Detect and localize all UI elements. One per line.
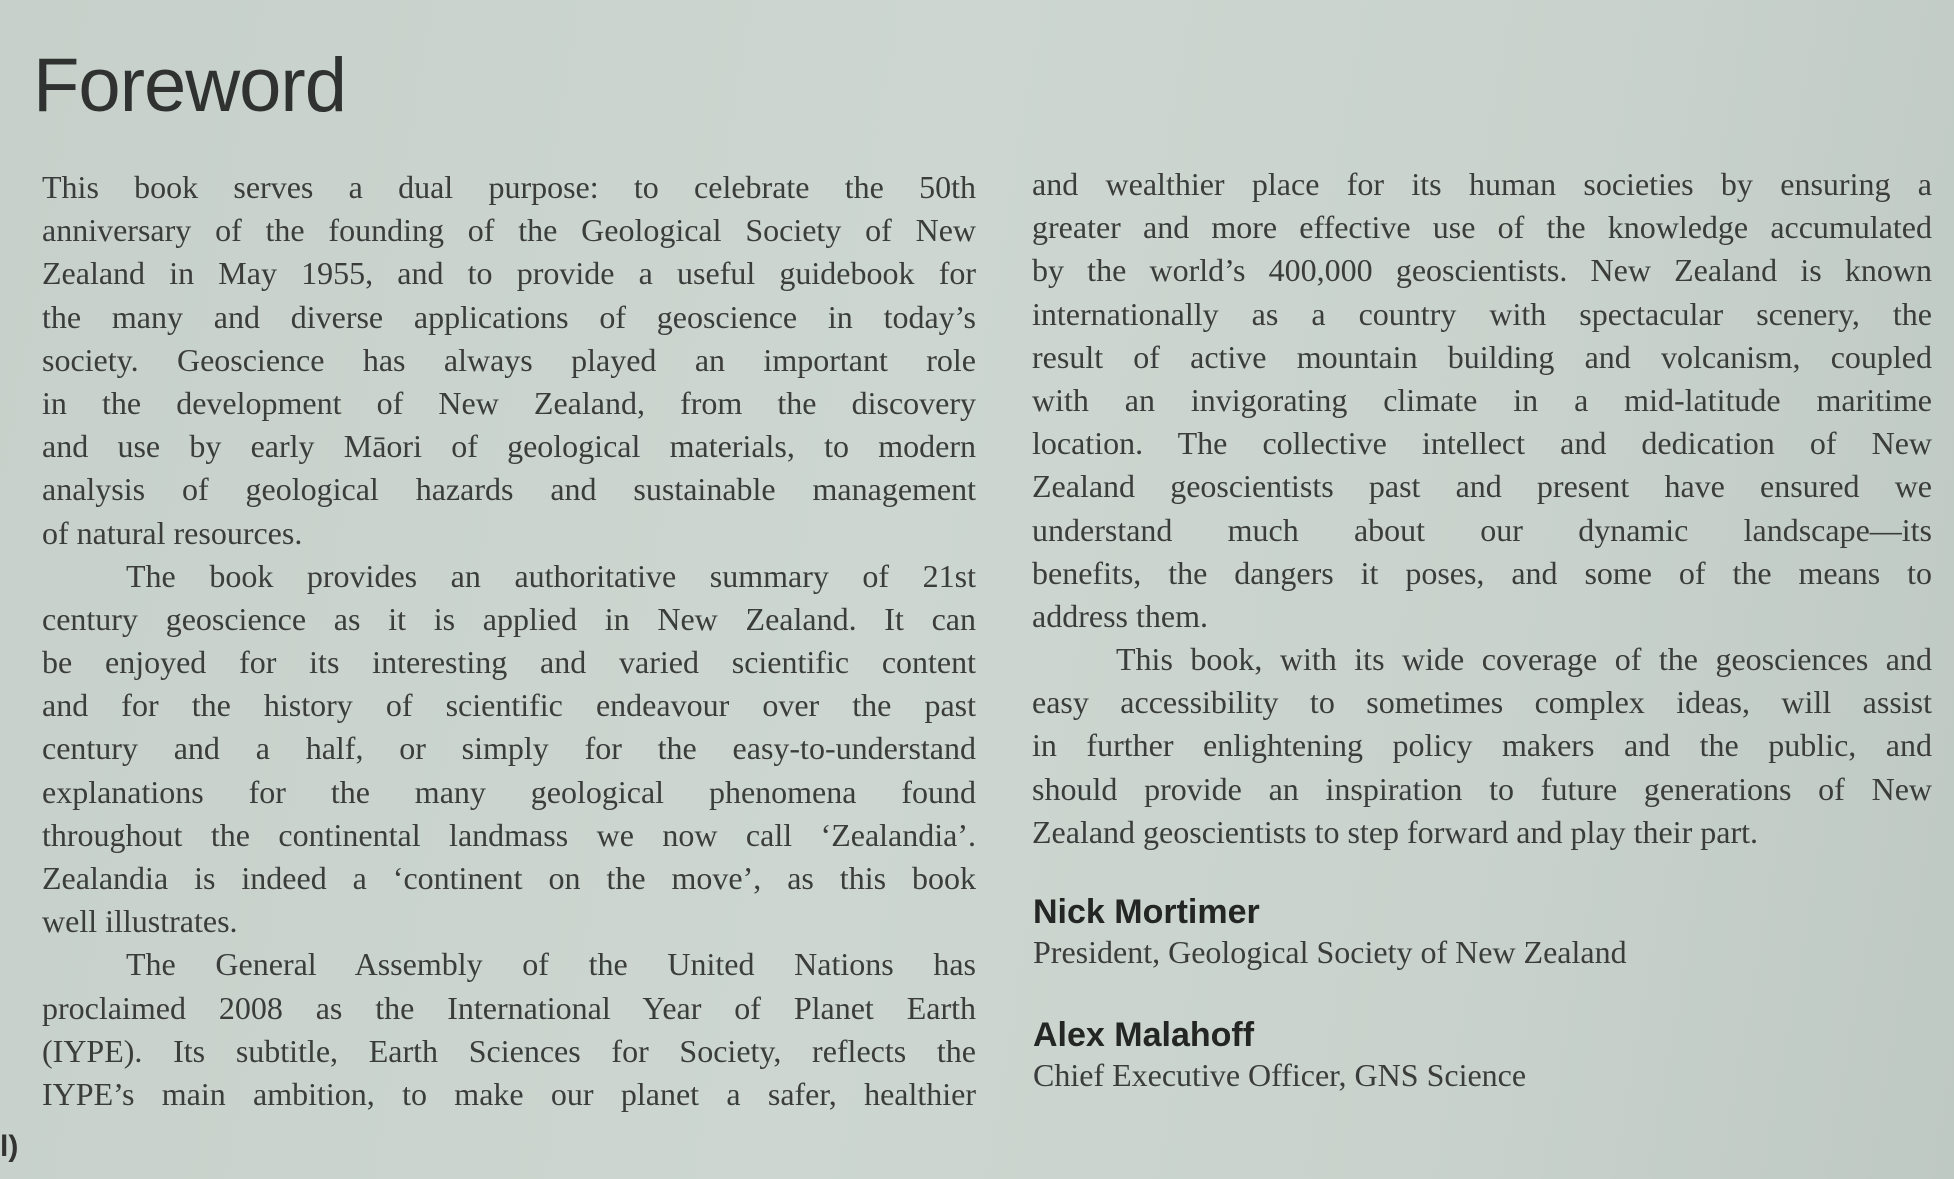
text-line: well illustrates. (42, 903, 238, 940)
text-line: analysis of geological hazards and sustainable management (42, 471, 976, 508)
text-line: greater and more effective use of the knowledge accumulated (1032, 209, 1932, 246)
signatory-1 (1033, 893, 1627, 971)
text-line: society. Geoscience has always played an important role (42, 341, 976, 378)
text-line: in the development of New Zealand, from the discovery (42, 384, 976, 421)
text-line: The General Assembly of the United Nations has (126, 946, 976, 983)
text-line: be enjoyed for its interesting and varied scientific content (42, 644, 976, 681)
text-line: the many and diverse applications of geoscience in today’s (42, 298, 976, 335)
text-line: (IYPE). Its subtitle, Earth Sciences for Society, reflects the (42, 1032, 976, 1069)
text-line: century and a half, or simply for the easy-to-understand (42, 730, 976, 767)
text-line: address them. (1032, 597, 1208, 634)
text-line: Zealandia is indeed a ‘continent on the move’, as this book (42, 860, 976, 896)
signatory-role: Chief Executive Officer, GNS Science (1033, 1057, 1527, 1093)
text-line: internationally as a country with spectacular scenery, the (1032, 295, 1932, 332)
text-line: Zealand in May 1955, and to provide a useful guidebook for (42, 255, 976, 292)
text-line: throughout the continental landmass we now call ‘Zealandia’. (42, 816, 976, 853)
text-line: by the world’s 400,000 geoscientists. New Zealand is known (1032, 252, 1932, 289)
text-line: This book, with its wide coverage of the geosciences and (1116, 641, 1932, 678)
text-line: result of active mountain building and volcanism, coupled (1032, 338, 1932, 375)
text-line: understand much about our dynamic landscape—its (1032, 511, 1932, 548)
text-line: and wealthier place for its human societies by ensuring a (1032, 166, 1932, 202)
text-line: of natural resources. (42, 514, 303, 551)
signatory-role: President, Geological Society of New Zealand (1033, 934, 1627, 970)
text-line: easy accessibility to sometimes complex ideas, will assist (1032, 684, 1932, 721)
signatory-name: Alex Malahoff (1033, 1016, 1255, 1054)
signatory-2 (1033, 1016, 1526, 1094)
text-line: This book serves a dual purpose: to celebrate the 50th (42, 169, 976, 205)
page-number-fragment: l) (0, 1130, 19, 1163)
text-line: proclaimed 2008 as the International Year of Planet Earth (42, 989, 976, 1026)
text-line: benefits, the dangers it poses, and some of the means to (1032, 554, 1932, 591)
text-line: anniversary of the founding of the Geological Society of New (42, 212, 976, 249)
text-line: in further enlightening policy makers and the public, and (1032, 727, 1932, 764)
text-line: should provide an inspiration to future generations of New (1032, 770, 1932, 807)
text-line: explanations for the many geological phenomena found (42, 773, 976, 810)
right-column (1032, 163, 1932, 854)
text-line: The book provides an authoritative summary of 21st (126, 557, 976, 594)
page-title: Foreword (33, 43, 346, 128)
text-line: and for the history of scientific endeavour over the past (42, 687, 976, 724)
text-line: Zealand geoscientists past and present have ensured we (1032, 468, 1932, 505)
text-line: IYPE’s main ambition, to make our planet a safer, healthier (42, 1075, 976, 1112)
signatory-name: Nick Mortimer (1033, 893, 1260, 931)
text-line: with an invigorating climate in a mid-latitude maritime (1032, 381, 1932, 418)
text-line: and use by early Māori of geological materials, to modern (42, 428, 976, 465)
text-line: Zealand geoscientists to step forward and play their part. (1032, 813, 1758, 850)
text-line: century geoscience as it is applied in New Zealand. It can (42, 600, 976, 637)
left-column (42, 166, 976, 1116)
text-line: location. The collective intellect and dedication of New (1032, 425, 1932, 462)
